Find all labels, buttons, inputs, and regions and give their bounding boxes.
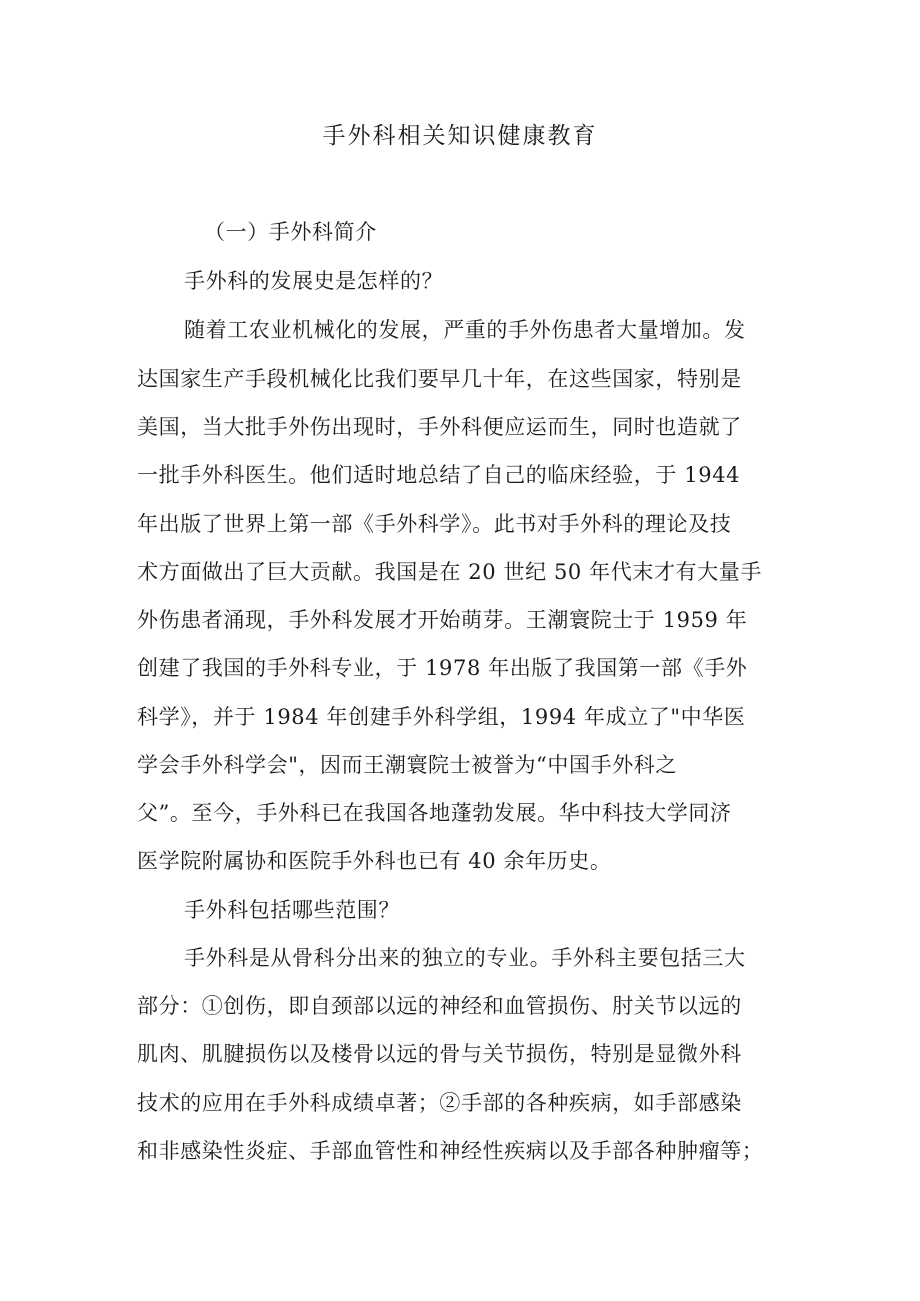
paragraph-line: 创建了我国的手外科专业，于 1978 年出版了我国第一部《手外 (137, 656, 748, 680)
paragraph-line: 手外科是从骨科分出来的独立的专业。手外科主要包括三大 (184, 946, 746, 970)
paragraph-line: 随着工农业机械化的发展，严重的手外伤患者大量增加。发 (184, 318, 746, 342)
question-history: 手外科的发展史是怎样的？ (184, 269, 444, 293)
paragraph-line: 术方面做出了巨大贡献。我国是在 20 世纪 50 年代末才有大量手 (137, 560, 762, 584)
paragraph-line: 达国家生产手段机械化比我们要早几十年，在这些国家，特别是 (137, 367, 742, 391)
page-title: 手外科相关知识健康教育 (322, 123, 598, 149)
paragraph-line: 年出版了世界上第一部《手外科学》。此书对手外科的理论及技 (137, 512, 732, 536)
question-scope: 手外科包括哪些范围？ (184, 898, 400, 922)
paragraph-line: 父”。至今，手外科已在我国各地蓬勃发展。华中科技大学同济 (137, 801, 732, 825)
paragraph-line: 科学》，并于 1984 年创建手外科学组，1994 年成立了"中华医 (137, 705, 746, 729)
paragraph-line: 和非感染性炎症、手部血管性和神经性疾病以及手部各种肿瘤等； (137, 1139, 764, 1163)
paragraph-line: 外伤患者涌现，手外科发展才开始萌芽。王潮寰院士于 1959 年 (137, 608, 748, 632)
section-heading: （一）手外科简介 (204, 220, 377, 244)
paragraph-line: 部分：①创伤，即自颈部以远的神经和血管损伤、肘关节以远的 (137, 994, 742, 1018)
paragraph-line: 学会手外科学会"，因而王潮寰院士被誉为“中国手外科之 (137, 753, 677, 777)
paragraph-line: 医学院附属协和医院手外科也已有 40 余年历史。 (137, 849, 612, 873)
paragraph-line: 肌肉、肌腱损伤以及楼骨以远的骨与关节损伤，特别是显微外科 (137, 1042, 742, 1066)
paragraph-line: 美国，当大批手外伤出现时，手外科便应运而生，同时也造就了 (137, 415, 742, 439)
paragraph-line: 一批手外科医生。他们适时地总结了自己的临床经验，于 1944 (137, 463, 741, 487)
paragraph-line: 技术的应用在手外科成绩卓著；②手部的各种疾病，如手部感染 (137, 1091, 742, 1115)
